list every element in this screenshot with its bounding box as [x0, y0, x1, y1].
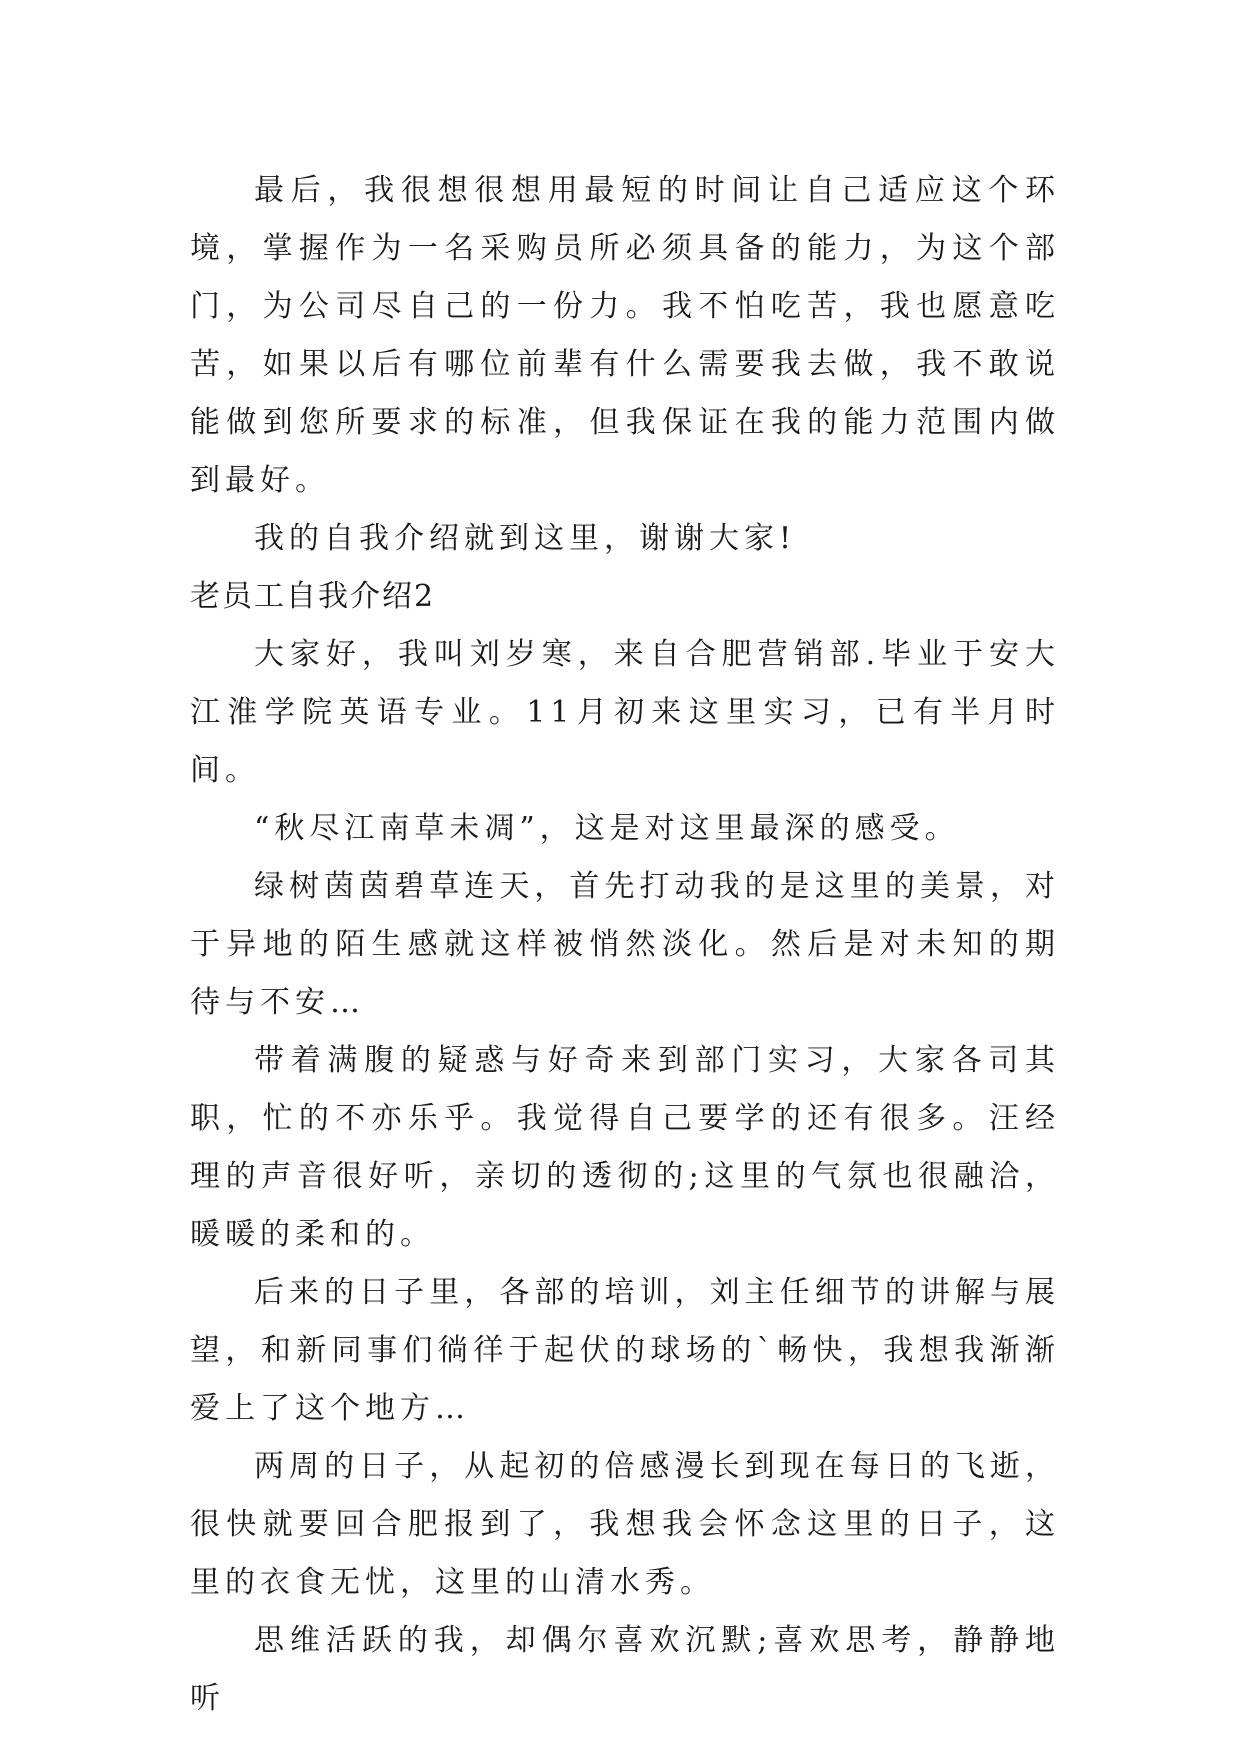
paragraph-greeting: 大家好，我叫刘岁寒，来自合肥营销部.毕业于安大江淮学院英语专业。11月初来这里实习，已有半月时间。 — [190, 637, 1060, 788]
paragraph-training: 后来的日子里，各部的培训，刘主任细节的讲解与展望，和新同事们徜徉于起伏的球场的`畅快，我想我渐渐爱上了这个地方… — [190, 1275, 1060, 1426]
paragraph-scenery: 绿树茵茵碧草连天，首先打动我的是这里的美景，对于异地的陌生感就这样被悄然淡化。然后是对未知的期待与不安… — [190, 869, 1060, 1020]
paragraph-quote: “秋尽江南草未凋”，这是对这里最深的感受。 — [254, 811, 960, 846]
section-heading: 老员工自我介绍2 — [190, 579, 436, 614]
paragraph-thinking: 思维活跃的我，却偶尔喜欢沉默;喜欢思考，静静地听 — [190, 1623, 1060, 1716]
paragraph-thanks: 我的自我介绍就到这里，谢谢大家! — [254, 521, 797, 556]
paragraph-closing-wish: 最后，我很想很想用最短的时间让自己适应这个环境，掌握作为一名采购员所必须具备的能力，为这个部门，为公司尽自己的一份力。我不怕吃苦，我也愿意吃苦，如果以后有哪位前辈有什么需要我去做，我不敢说能做到您所要求的标准，但我保证在我的能力范围内做到最好。 — [190, 173, 1060, 498]
paragraph-department: 带着满腹的疑惑与好奇来到部门实习，大家各司其职，忙的不亦乐乎。我觉得自己要学的还有很多。汪经理的声音很好听，亲切的透彻的;这里的气氛也很融洽，暖暖的柔和的。 — [190, 1043, 1060, 1252]
paragraph-two-weeks: 两周的日子，从起初的倍感漫长到现在每日的飞逝，很快就要回合肥报到了，我想我会怀念这里的日子，这里的衣食无忧，这里的山清水秀。 — [190, 1449, 1060, 1600]
document-body — [190, 162, 1060, 1728]
